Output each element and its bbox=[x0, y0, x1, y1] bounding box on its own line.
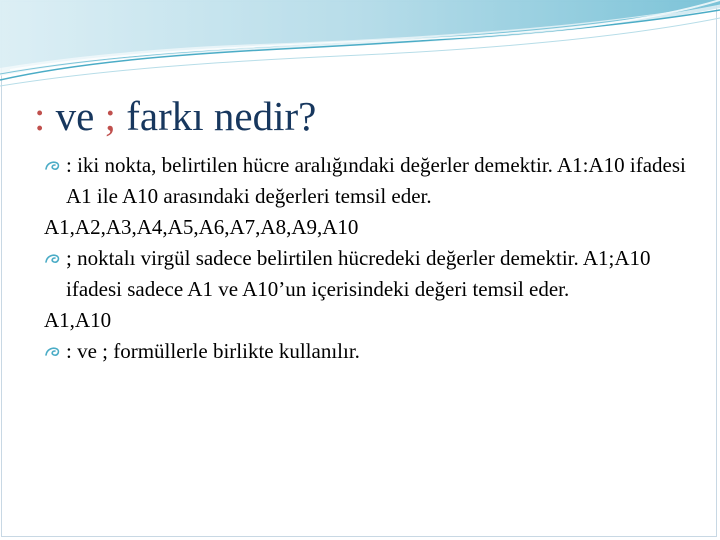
title-middle: ve bbox=[45, 93, 105, 139]
header-wave-decoration bbox=[0, 0, 720, 90]
bullet-item-semicolon bbox=[44, 243, 694, 305]
bullet-text: ; noktalı virgül sadece belirtilen hücredeki değerler demektir. A1;A10 ifadesi sadece A1 ve A10’un içerisindeki değeri temsil eder. bbox=[66, 246, 651, 301]
title-semicolon: ; bbox=[104, 93, 117, 139]
example-semicolon-values: A1,A10 bbox=[44, 308, 112, 332]
bullet-text: : ve ; formüllerle birlikte kullanılır. bbox=[66, 339, 360, 363]
slide-title bbox=[34, 92, 316, 140]
title-rest: farkı nedir? bbox=[116, 93, 317, 139]
slide-body bbox=[44, 150, 694, 367]
bullet-item-formulas bbox=[44, 336, 694, 367]
bullet-text: : iki nokta, belirtilen hücre aralığındaki değerler demektir. A1:A10 ifadesi A1 ile A10 arasındaki değerleri temsil eder. bbox=[66, 153, 686, 208]
title-colon: : bbox=[34, 93, 46, 139]
bullet-swirl-icon bbox=[44, 243, 64, 274]
bullet-swirl-icon bbox=[44, 336, 64, 367]
bullet-swirl-icon bbox=[44, 150, 64, 181]
example-colon-values: A1,A2,A3,A4,A5,A6,A7,A8,A9,A10 bbox=[44, 215, 359, 239]
bullet-item-colon bbox=[44, 150, 694, 212]
